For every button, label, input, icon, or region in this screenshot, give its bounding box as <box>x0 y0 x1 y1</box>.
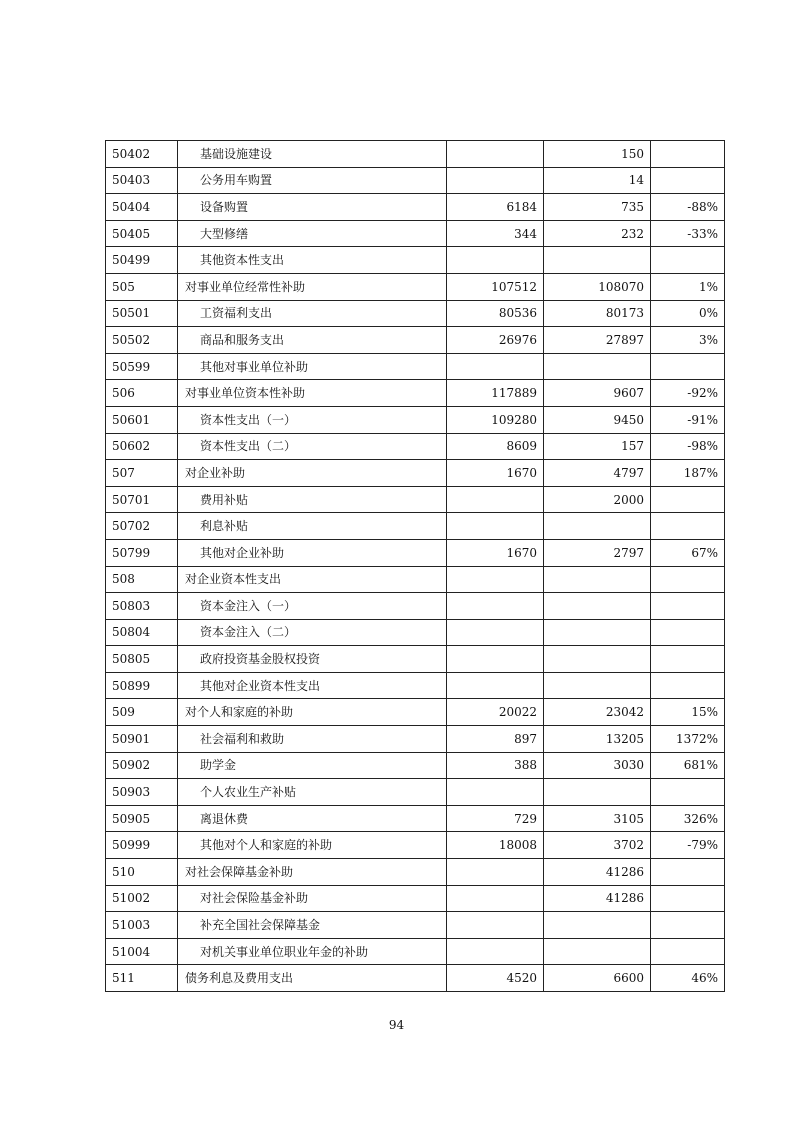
table-row <box>106 805 725 832</box>
amount-prior-cell: 107512 <box>447 273 544 300</box>
account-name-cell: 离退休费 <box>178 805 447 832</box>
table-row <box>106 141 725 168</box>
change-percent-cell: -33% <box>651 220 725 247</box>
account-code-cell: 50805 <box>106 646 178 673</box>
table-row <box>106 726 725 753</box>
change-percent-cell: -88% <box>651 194 725 221</box>
table-row <box>106 593 725 620</box>
change-percent-cell: 0% <box>651 300 725 327</box>
table-row <box>106 539 725 566</box>
amount-current-cell: 6600 <box>544 965 651 992</box>
account-name-cell: 其他对企业补助 <box>178 539 447 566</box>
table-row <box>106 699 725 726</box>
account-code-cell: 510 <box>106 859 178 886</box>
account-name-cell: 资本性支出（一） <box>178 406 447 433</box>
amount-current-cell: 3702 <box>544 832 651 859</box>
amount-prior-cell <box>447 646 544 673</box>
change-percent-cell <box>651 672 725 699</box>
amount-current-cell: 3105 <box>544 805 651 832</box>
budget-table <box>105 140 725 992</box>
amount-prior-cell <box>447 167 544 194</box>
amount-current-cell: 41286 <box>544 885 651 912</box>
change-percent-cell <box>651 646 725 673</box>
table-row <box>106 832 725 859</box>
account-code-cell: 507 <box>106 460 178 487</box>
account-code-cell: 50903 <box>106 779 178 806</box>
account-name-cell: 助学金 <box>178 752 447 779</box>
account-code-cell: 505 <box>106 273 178 300</box>
amount-current-cell: 3030 <box>544 752 651 779</box>
amount-current-cell <box>544 247 651 274</box>
account-name-cell: 对社会保险基金补助 <box>178 885 447 912</box>
change-percent-cell: 1% <box>651 273 725 300</box>
amount-prior-cell <box>447 672 544 699</box>
account-code-cell: 50701 <box>106 486 178 513</box>
amount-prior-cell <box>447 353 544 380</box>
amount-current-cell: 14 <box>544 167 651 194</box>
table-row <box>106 938 725 965</box>
change-percent-cell: -98% <box>651 433 725 460</box>
change-percent-cell: 15% <box>651 699 725 726</box>
amount-prior-cell <box>447 912 544 939</box>
account-name-cell: 其他对企业资本性支出 <box>178 672 447 699</box>
amount-prior-cell: 18008 <box>447 832 544 859</box>
table-row <box>106 885 725 912</box>
amount-current-cell <box>544 779 651 806</box>
account-code-cell: 50902 <box>106 752 178 779</box>
account-name-cell: 社会福利和救助 <box>178 726 447 753</box>
amount-current-cell <box>544 646 651 673</box>
table-row <box>106 194 725 221</box>
amount-prior-cell: 6184 <box>447 194 544 221</box>
account-code-cell: 509 <box>106 699 178 726</box>
change-percent-cell <box>651 619 725 646</box>
change-percent-cell: 3% <box>651 327 725 354</box>
page-number: 94 <box>388 1018 405 1032</box>
account-code-cell: 50404 <box>106 194 178 221</box>
account-name-cell: 商品和服务支出 <box>178 327 447 354</box>
amount-current-cell: 27897 <box>544 327 651 354</box>
account-code-cell: 50999 <box>106 832 178 859</box>
amount-prior-cell <box>447 619 544 646</box>
amount-prior-cell: 80536 <box>447 300 544 327</box>
amount-current-cell: 157 <box>544 433 651 460</box>
table-row <box>106 965 725 992</box>
amount-prior-cell <box>447 141 544 168</box>
amount-current-cell <box>544 619 651 646</box>
amount-current-cell: 735 <box>544 194 651 221</box>
change-percent-cell: 67% <box>651 539 725 566</box>
amount-prior-cell: 20022 <box>447 699 544 726</box>
amount-prior-cell: 117889 <box>447 380 544 407</box>
change-percent-cell <box>651 141 725 168</box>
amount-prior-cell: 8609 <box>447 433 544 460</box>
amount-prior-cell: 344 <box>447 220 544 247</box>
change-percent-cell: 326% <box>651 805 725 832</box>
account-name-cell: 对社会保障基金补助 <box>178 859 447 886</box>
amount-prior-cell: 1670 <box>447 539 544 566</box>
amount-prior-cell <box>447 779 544 806</box>
amount-current-cell: 2000 <box>544 486 651 513</box>
account-code-cell: 508 <box>106 566 178 593</box>
amount-current-cell <box>544 912 651 939</box>
account-code-cell: 50402 <box>106 141 178 168</box>
table-row <box>106 912 725 939</box>
table-row <box>106 513 725 540</box>
table-row <box>106 167 725 194</box>
amount-prior-cell: 897 <box>447 726 544 753</box>
table-row <box>106 619 725 646</box>
amount-current-cell <box>544 938 651 965</box>
table-row <box>106 486 725 513</box>
account-code-cell: 50502 <box>106 327 178 354</box>
account-name-cell: 对企业资本性支出 <box>178 566 447 593</box>
account-name-cell: 其他对个人和家庭的补助 <box>178 832 447 859</box>
table-row <box>106 327 725 354</box>
amount-current-cell: 4797 <box>544 460 651 487</box>
amount-prior-cell: 26976 <box>447 327 544 354</box>
table-row <box>106 433 725 460</box>
account-name-cell: 对企业补助 <box>178 460 447 487</box>
account-name-cell: 债务利息及费用支出 <box>178 965 447 992</box>
change-percent-cell <box>651 885 725 912</box>
table-row <box>106 220 725 247</box>
table-row <box>106 406 725 433</box>
account-code-cell: 50403 <box>106 167 178 194</box>
amount-prior-cell: 729 <box>447 805 544 832</box>
change-percent-cell <box>651 859 725 886</box>
amount-prior-cell <box>447 566 544 593</box>
amount-current-cell: 41286 <box>544 859 651 886</box>
table-row <box>106 752 725 779</box>
change-percent-cell <box>651 353 725 380</box>
change-percent-cell <box>651 566 725 593</box>
amount-prior-cell <box>447 513 544 540</box>
account-name-cell: 费用补贴 <box>178 486 447 513</box>
budget-table-body <box>106 141 725 992</box>
account-code-cell: 51002 <box>106 885 178 912</box>
table-row <box>106 273 725 300</box>
amount-prior-cell: 1670 <box>447 460 544 487</box>
account-name-cell: 大型修缮 <box>178 220 447 247</box>
account-code-cell: 506 <box>106 380 178 407</box>
table-row <box>106 380 725 407</box>
account-name-cell: 对机关事业单位职业年金的补助 <box>178 938 447 965</box>
account-name-cell: 个人农业生产补贴 <box>178 779 447 806</box>
change-percent-cell <box>651 912 725 939</box>
account-code-cell: 50804 <box>106 619 178 646</box>
account-code-cell: 50803 <box>106 593 178 620</box>
account-name-cell: 基础设施建设 <box>178 141 447 168</box>
account-code-cell: 50501 <box>106 300 178 327</box>
account-name-cell: 工资福利支出 <box>178 300 447 327</box>
account-name-cell: 其他资本性支出 <box>178 247 447 274</box>
amount-prior-cell <box>447 885 544 912</box>
change-percent-cell: 46% <box>651 965 725 992</box>
table-row <box>106 779 725 806</box>
change-percent-cell: 1372% <box>651 726 725 753</box>
account-code-cell: 50901 <box>106 726 178 753</box>
account-name-cell: 对个人和家庭的补助 <box>178 699 447 726</box>
account-code-cell: 50602 <box>106 433 178 460</box>
table-row <box>106 672 725 699</box>
table-row <box>106 247 725 274</box>
table-row <box>106 646 725 673</box>
amount-current-cell: 232 <box>544 220 651 247</box>
amount-current-cell: 13205 <box>544 726 651 753</box>
change-percent-cell <box>651 938 725 965</box>
amount-prior-cell: 109280 <box>447 406 544 433</box>
amount-prior-cell <box>447 593 544 620</box>
change-percent-cell: -91% <box>651 406 725 433</box>
account-name-cell: 对事业单位资本性补助 <box>178 380 447 407</box>
table-row <box>106 460 725 487</box>
change-percent-cell <box>651 593 725 620</box>
account-code-cell: 51003 <box>106 912 178 939</box>
account-code-cell: 50599 <box>106 353 178 380</box>
account-code-cell: 50905 <box>106 805 178 832</box>
change-percent-cell <box>651 167 725 194</box>
amount-current-cell: 23042 <box>544 699 651 726</box>
amount-current-cell: 9450 <box>544 406 651 433</box>
account-name-cell: 补充全国社会保障基金 <box>178 912 447 939</box>
account-name-cell: 资本性支出（二） <box>178 433 447 460</box>
amount-current-cell <box>544 353 651 380</box>
amount-prior-cell <box>447 486 544 513</box>
account-name-cell: 资本金注入（二） <box>178 619 447 646</box>
account-code-cell: 50405 <box>106 220 178 247</box>
amount-current-cell: 2797 <box>544 539 651 566</box>
amount-current-cell: 9607 <box>544 380 651 407</box>
amount-current-cell: 150 <box>544 141 651 168</box>
amount-current-cell <box>544 566 651 593</box>
account-code-cell: 50601 <box>106 406 178 433</box>
change-percent-cell <box>651 247 725 274</box>
account-name-cell: 利息补贴 <box>178 513 447 540</box>
amount-prior-cell: 388 <box>447 752 544 779</box>
account-name-cell: 设备购置 <box>178 194 447 221</box>
account-code-cell: 50799 <box>106 539 178 566</box>
amount-prior-cell <box>447 859 544 886</box>
account-code-cell: 51004 <box>106 938 178 965</box>
table-row <box>106 353 725 380</box>
account-name-cell: 资本金注入（一） <box>178 593 447 620</box>
account-name-cell: 对事业单位经常性补助 <box>178 273 447 300</box>
account-name-cell: 公务用车购置 <box>178 167 447 194</box>
table-row <box>106 566 725 593</box>
account-name-cell: 政府投资基金股权投资 <box>178 646 447 673</box>
amount-prior-cell <box>447 247 544 274</box>
account-code-cell: 50899 <box>106 672 178 699</box>
change-percent-cell <box>651 779 725 806</box>
change-percent-cell: 681% <box>651 752 725 779</box>
amount-current-cell <box>544 513 651 540</box>
change-percent-cell <box>651 513 725 540</box>
account-code-cell: 511 <box>106 965 178 992</box>
change-percent-cell: 187% <box>651 460 725 487</box>
amount-current-cell <box>544 672 651 699</box>
amount-current-cell: 108070 <box>544 273 651 300</box>
account-code-cell: 50499 <box>106 247 178 274</box>
amount-current-cell: 80173 <box>544 300 651 327</box>
change-percent-cell: -79% <box>651 832 725 859</box>
table-row <box>106 300 725 327</box>
change-percent-cell <box>651 486 725 513</box>
account-name-cell: 其他对事业单位补助 <box>178 353 447 380</box>
account-code-cell: 50702 <box>106 513 178 540</box>
amount-current-cell <box>544 593 651 620</box>
amount-prior-cell: 4520 <box>447 965 544 992</box>
amount-prior-cell <box>447 938 544 965</box>
change-percent-cell: -92% <box>651 380 725 407</box>
table-row <box>106 859 725 886</box>
